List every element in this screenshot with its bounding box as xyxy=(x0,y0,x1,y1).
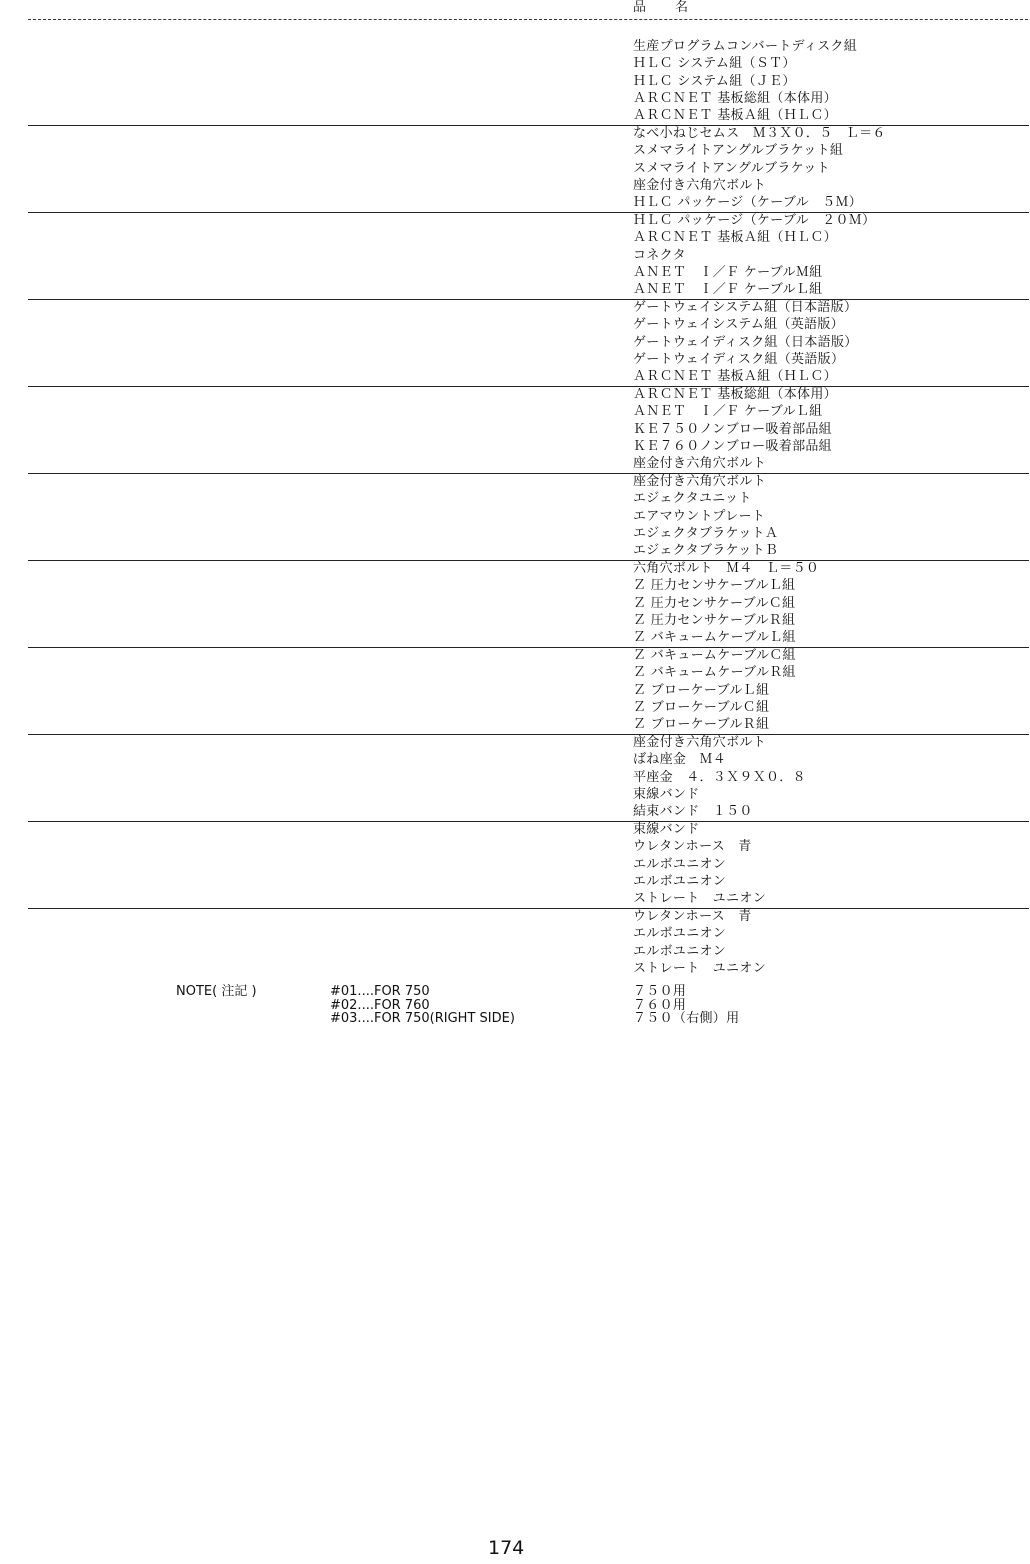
part-name: 束線バンド xyxy=(633,822,700,837)
part-name: エジェクタブラケットＢ xyxy=(633,543,779,559)
part-name: Ｚ ブローケーブルＲ組 xyxy=(633,717,770,733)
group-separator xyxy=(28,386,1029,387)
part-name: ＨＬＣ パッケージ（ケーブル ５Ｍ） xyxy=(633,195,863,211)
part-name: ＨＬＣ システム組（ＳＴ） xyxy=(633,56,796,72)
group-separator xyxy=(28,908,1029,909)
part-name: 座金付き六角穴ボルト xyxy=(633,735,767,750)
part-name: コネクタ xyxy=(633,247,686,263)
part-name: ゲートウェイディスク組（日本語版） xyxy=(633,334,858,350)
part-name: なべ小ねじセムス Ｍ３Ｘ０．５ Ｌ＝６ xyxy=(633,126,886,141)
note-meaning: ７６０用 xyxy=(633,997,687,1013)
part-name: ＨＬＣ システム組（ＪＥ） xyxy=(633,73,796,89)
part-name: エルボユニオン xyxy=(633,926,727,942)
part-name: エジェクタブラケットＡ xyxy=(633,525,779,541)
part-name: ストレート ユニオン xyxy=(633,891,767,907)
part-name: 束線バンド xyxy=(633,786,700,802)
part-name: ＡＮＥＴ Ｉ／Ｆ ケーブルＭ組 xyxy=(633,264,823,280)
note-meaning: ７５０（右側）用 xyxy=(633,1011,740,1026)
part-name: ゲートウェイシステム組（英語版） xyxy=(633,317,844,333)
page-number: 174 xyxy=(488,1537,525,1559)
group-separator xyxy=(28,560,1029,561)
part-name: ＨＬＣ パッケージ（ケーブル ２０Ｍ） xyxy=(633,213,876,228)
note-title: NOTE( 注記 ) xyxy=(176,984,257,999)
part-name: Ｚ バキュームケーブルＬ組 xyxy=(633,630,796,646)
part-name: エアマウントプレート xyxy=(633,508,766,524)
part-name: Ｚ 圧力センサケーブルＣ組 xyxy=(633,595,796,611)
group-separator xyxy=(28,734,1029,735)
part-name: ＡＮＥＴ Ｉ／Ｆ ケーブルＬ組 xyxy=(633,282,823,298)
part-name: エルボユニオン xyxy=(633,856,727,872)
part-name: エルボユニオン xyxy=(633,943,727,959)
part-name: ＫＥ７６０ノンブロー吸着部品組 xyxy=(633,438,832,454)
part-name: 生産プログラムコンバートディスク組 xyxy=(633,39,858,54)
column-header-hinmei: 品 名 xyxy=(633,0,697,15)
part-name: ＡＲＣＮＥＴ 基板総組（本体用） xyxy=(633,387,837,402)
part-name: ＡＲＣＮＥＴ 基板Ａ組（ＨＬＣ） xyxy=(633,108,837,124)
part-name: ＡＲＣＮＥＴ 基板Ａ組（ＨＬＣ） xyxy=(633,230,837,246)
part-name: ゲートウェイシステム組（日本語版） xyxy=(633,300,858,315)
part-name: エジェクタユニット xyxy=(633,491,752,507)
part-name: Ｚ バキュームケーブルＲ組 xyxy=(633,665,796,681)
part-name: ＡＮＥＴ Ｉ／Ｆ ケーブルＬ組 xyxy=(633,404,823,420)
part-name: 座金付き六角穴ボルト xyxy=(633,177,767,193)
part-name: ＫＥ７５０ノンブロー吸着部品組 xyxy=(633,421,832,437)
note-code: #02....FOR 760 xyxy=(330,997,430,1013)
note-code: #03....FOR 750(RIGHT SIDE) xyxy=(330,1011,515,1026)
part-name: Ｚ ブローケーブルＬ組 xyxy=(633,682,770,698)
group-separator xyxy=(28,647,1029,648)
part-name: 結束バンド １５０ xyxy=(633,804,753,820)
part-name: ストレート ユニオン xyxy=(633,960,767,976)
note-meaning: ７５０用 xyxy=(633,984,687,999)
part-name: 平座金 ４．３Ｘ９Ｘ０．８ xyxy=(633,769,806,785)
part-name: スメマライトアングルブラケット組 xyxy=(633,143,844,159)
part-name: ウレタンホース 青 xyxy=(633,909,752,924)
part-name: ＡＲＣＮＥＴ 基板Ａ組（ＨＬＣ） xyxy=(633,369,837,385)
part-name: ＡＲＣＮＥＴ 基板総組（本体用） xyxy=(633,90,837,106)
part-name: 座金付き六角穴ボルト xyxy=(633,456,767,472)
part-name: Ｚ 圧力センサケーブルＬ組 xyxy=(633,578,796,594)
part-name: 六角穴ボルト Ｍ４ Ｌ＝５０ xyxy=(633,561,820,576)
header-dashed-rule xyxy=(28,19,1028,20)
part-name: Ｚ ブローケーブルＣ組 xyxy=(633,699,770,715)
part-name: ばね座金 Ｍ４ xyxy=(633,752,727,768)
note-code: #01....FOR 750 xyxy=(330,984,430,999)
part-name: Ｚ バキュームケーブルＣ組 xyxy=(633,648,796,663)
part-name: ウレタンホース 青 xyxy=(633,839,752,855)
part-name: Ｚ 圧力センサケーブルＲ組 xyxy=(633,612,796,628)
part-name: エルボユニオン xyxy=(633,873,727,889)
part-name: スメマライトアングルブラケット xyxy=(633,160,830,176)
group-separator xyxy=(28,821,1029,822)
group-separator xyxy=(28,212,1029,213)
part-name: 座金付き六角穴ボルト xyxy=(633,474,767,489)
group-separator xyxy=(28,299,1029,300)
part-name: ゲートウェイディスク組（英語版） xyxy=(633,351,845,367)
group-separator xyxy=(28,473,1029,474)
